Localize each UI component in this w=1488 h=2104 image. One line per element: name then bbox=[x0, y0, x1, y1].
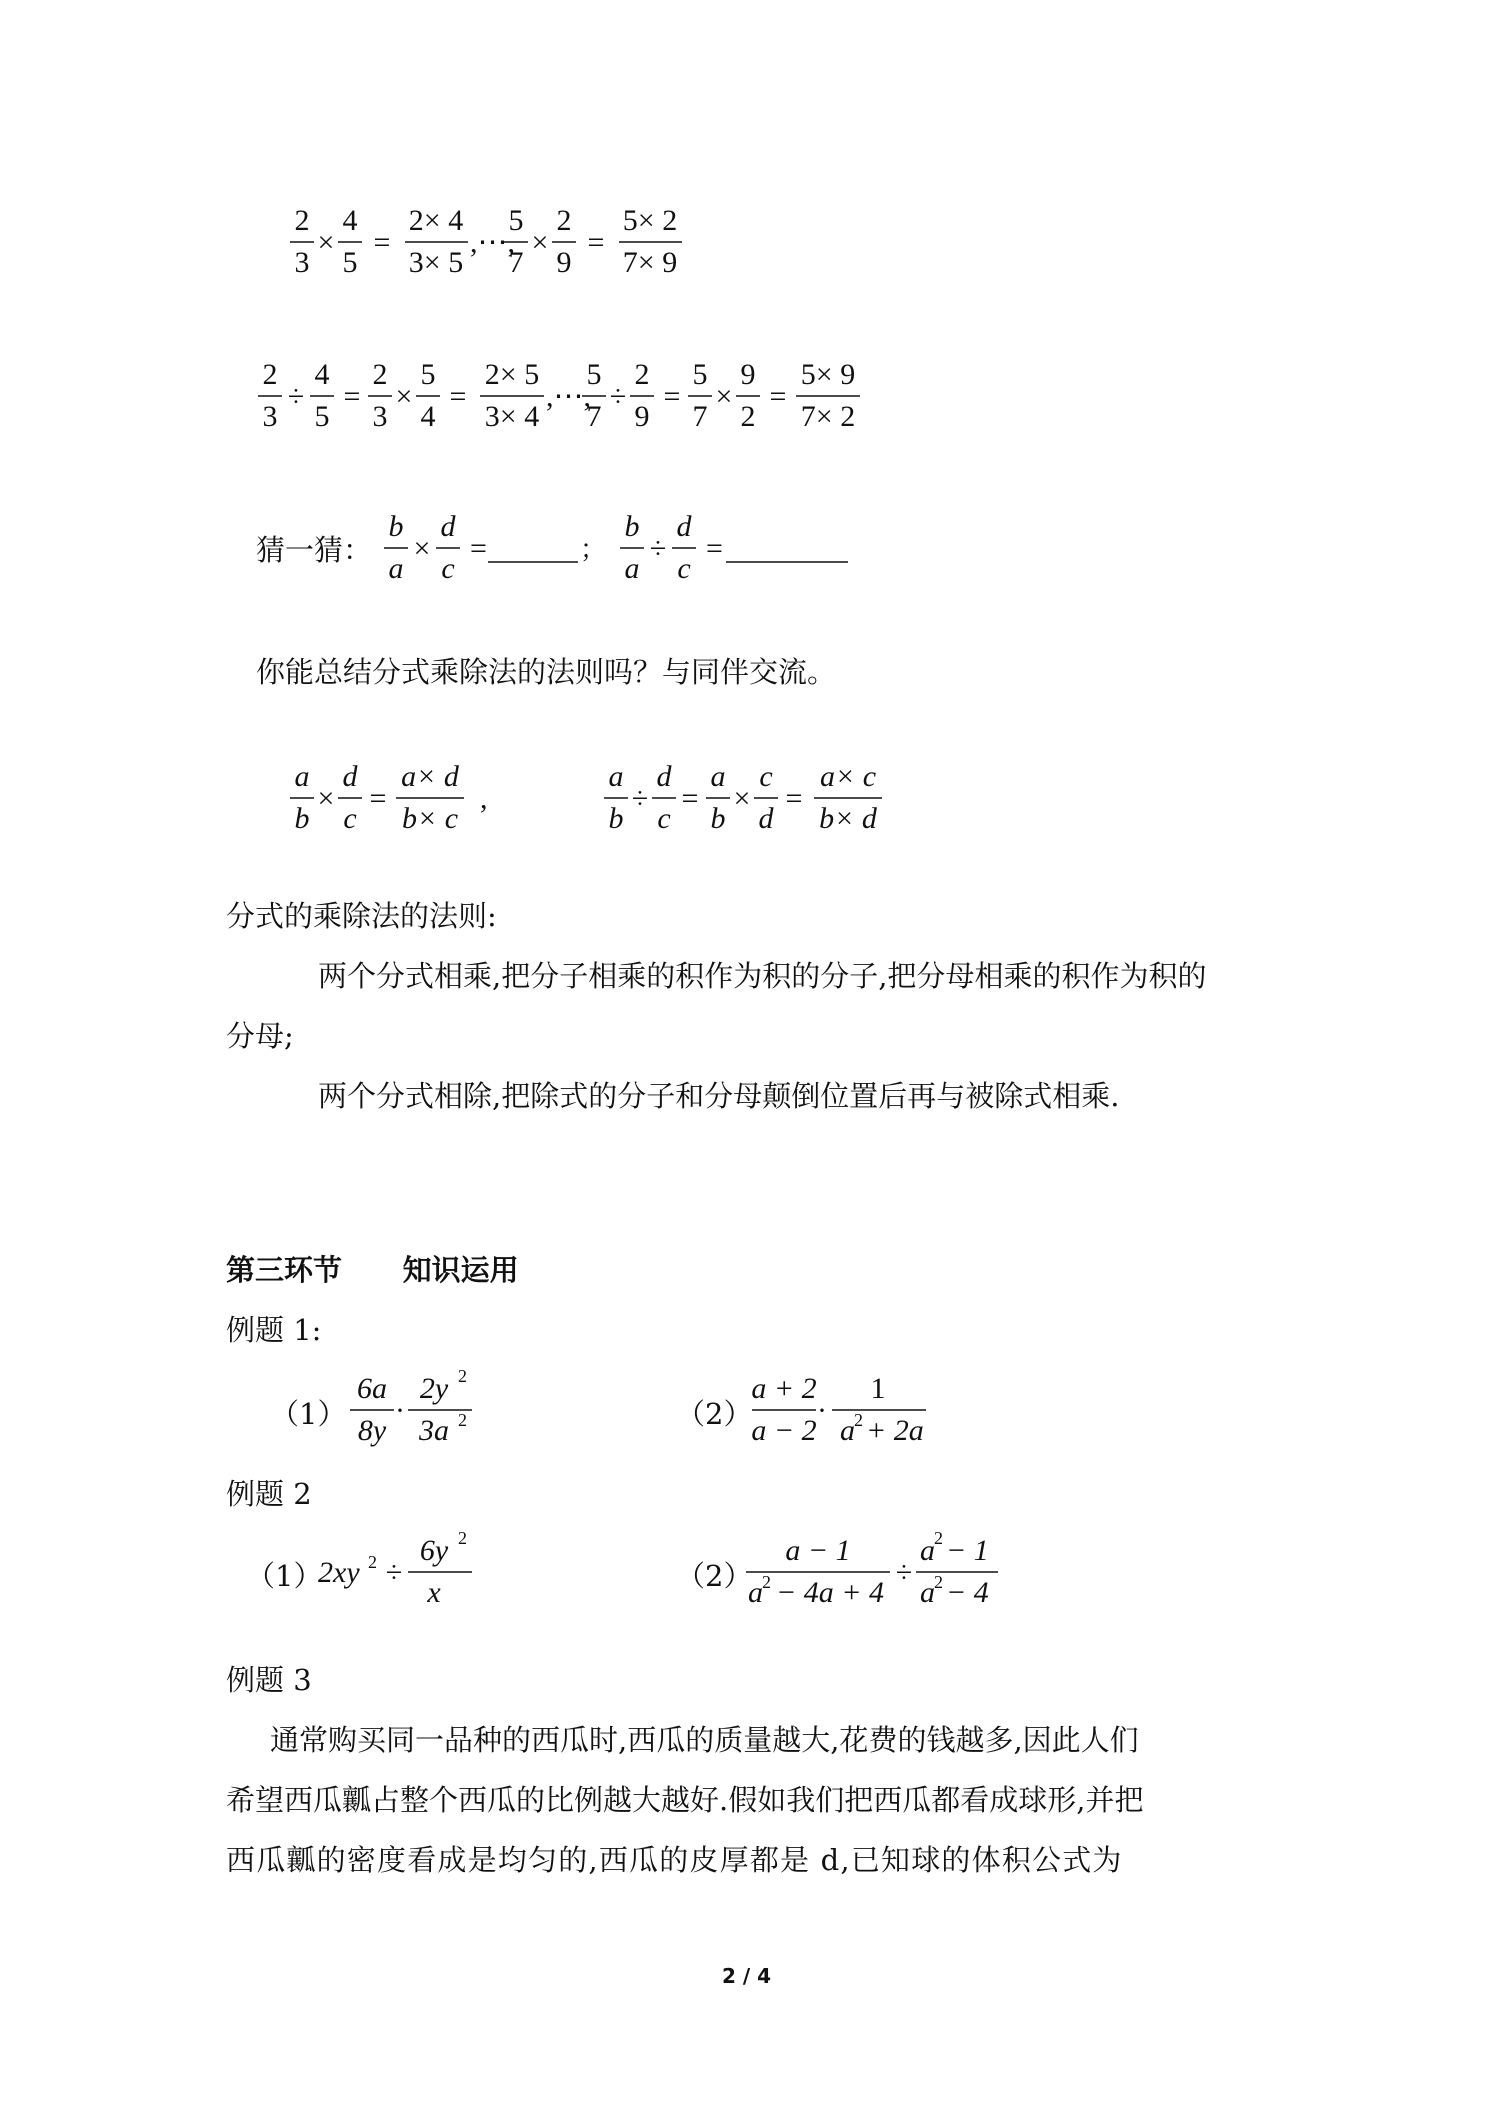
frac-den-base: a bbox=[840, 1414, 855, 1447]
frac-num: a bbox=[294, 760, 310, 793]
example-3-label: 例题 3 bbox=[226, 1663, 312, 1697]
example-2-1-label: （1） bbox=[246, 1559, 323, 1593]
operator: × bbox=[531, 226, 549, 259]
operator: ÷ bbox=[385, 1556, 403, 1589]
operator: = bbox=[769, 380, 787, 413]
operator: · bbox=[395, 1394, 405, 1427]
frac-num: a bbox=[608, 760, 624, 793]
term: 2xy bbox=[318, 1556, 360, 1589]
frac-den: 3× 4 bbox=[484, 400, 540, 433]
frac-num: 2× 5 bbox=[484, 358, 540, 391]
frac-den: 5 bbox=[314, 400, 330, 433]
frac-den: 7× 2 bbox=[800, 400, 856, 433]
frac-num: d bbox=[676, 510, 692, 543]
operator: ÷ bbox=[287, 380, 305, 413]
operator: = bbox=[449, 380, 467, 413]
rule-divide-formula bbox=[594, 752, 894, 842]
frac-den: 3 bbox=[262, 400, 278, 433]
frac-den: b bbox=[294, 802, 310, 835]
example-1-label: 例题 1: bbox=[226, 1313, 322, 1347]
frac-den: 3 bbox=[372, 400, 388, 433]
operator: × bbox=[395, 380, 413, 413]
frac-num: 2 bbox=[372, 358, 388, 391]
operator: = bbox=[663, 380, 681, 413]
frac-num: 2 bbox=[294, 204, 310, 237]
rule-multiply-line-1: 两个分式相乘,把分子相乘的积作为积的分子,把分母相乘的积作为积的 bbox=[318, 959, 1207, 993]
summary-question: 你能总结分式乘除法的法则吗？与同伴交流。 bbox=[256, 655, 837, 689]
frac-num: 5 bbox=[420, 358, 436, 391]
math-line-1 bbox=[270, 196, 690, 286]
rule-heading: 分式的乘除法的法则: bbox=[226, 899, 497, 933]
superscript: 2 bbox=[934, 1528, 943, 1548]
frac-den-rest: − 4a + 4 bbox=[776, 1576, 884, 1609]
operator: × bbox=[317, 782, 335, 815]
frac-den: b bbox=[608, 802, 624, 835]
frac-den: 7 bbox=[508, 246, 524, 279]
superscript: 2 bbox=[854, 1410, 863, 1430]
frac-den: d bbox=[758, 802, 774, 835]
frac-num: a + 2 bbox=[751, 1372, 817, 1405]
guess-expressions bbox=[370, 502, 860, 592]
frac-num: 1 bbox=[870, 1372, 886, 1405]
operator: = bbox=[681, 782, 699, 815]
frac-num: 5× 9 bbox=[800, 358, 856, 391]
frac-num: 2y bbox=[419, 1372, 449, 1405]
frac-num: b bbox=[624, 510, 640, 543]
frac-den: a bbox=[388, 552, 404, 585]
superscript: 2 bbox=[458, 1410, 467, 1430]
superscript: 2 bbox=[458, 1366, 467, 1386]
frac-num: 2× 4 bbox=[408, 204, 464, 237]
frac-num: 4 bbox=[342, 204, 358, 237]
frac-num: 4 bbox=[314, 358, 330, 391]
frac-num: 5 bbox=[586, 358, 602, 391]
frac-num: 5 bbox=[508, 204, 524, 237]
frac-den: 5 bbox=[342, 246, 358, 279]
operator: × bbox=[715, 380, 733, 413]
operator: = bbox=[785, 782, 803, 815]
operator: = bbox=[587, 226, 605, 259]
superscript: 2 bbox=[458, 1528, 467, 1548]
frac-den: 9 bbox=[634, 400, 650, 433]
frac-den: b× d bbox=[819, 802, 877, 835]
frac-den: 7 bbox=[586, 400, 602, 433]
frac-den-rest: + 2a bbox=[866, 1414, 924, 1447]
frac-den: a bbox=[624, 552, 640, 585]
frac-num: 2 bbox=[634, 358, 650, 391]
frac-num: b bbox=[388, 510, 404, 543]
frac-num: 9 bbox=[740, 358, 756, 391]
operator: = bbox=[373, 226, 391, 259]
frac-den: 9 bbox=[556, 246, 572, 279]
example-2-2-expression bbox=[736, 1526, 1006, 1616]
frac-num: 6y bbox=[419, 1534, 449, 1567]
rule-divide-line: 两个分式相除,把除式的分子和分母颠倒位置后再与被除式相乘. bbox=[318, 1079, 1120, 1113]
operator: ÷ bbox=[631, 782, 649, 815]
frac-den: 3a bbox=[419, 1414, 449, 1447]
rule-multiply-formula bbox=[280, 752, 510, 842]
separator: ,⋯, bbox=[470, 226, 515, 259]
frac-den: c bbox=[657, 802, 671, 835]
frac-den: x bbox=[427, 1576, 441, 1609]
operator: × bbox=[317, 226, 335, 259]
frac-num-rest: − 1 bbox=[946, 1534, 989, 1567]
frac-den: 7 bbox=[692, 400, 708, 433]
operator: ÷ bbox=[609, 380, 627, 413]
frac-num: d bbox=[440, 510, 456, 543]
example-1-1-label: （1） bbox=[270, 1397, 347, 1431]
operator: = bbox=[470, 532, 487, 565]
rule-multiply-line-2: 分母; bbox=[226, 1019, 294, 1053]
paragraph-line-3: 西瓜瓤的密度看成是均匀的,西瓜的皮厚都是 d,已知球的体积公式为 bbox=[226, 1843, 1123, 1877]
frac-den: 3 bbox=[294, 246, 310, 279]
separator: ,⋯, bbox=[546, 380, 591, 413]
operator: × bbox=[733, 782, 751, 815]
operator: · bbox=[817, 1394, 827, 1427]
operator: ÷ bbox=[649, 532, 667, 565]
paragraph-line-1: 通常购买同一品种的西瓜时,西瓜的质量越大,花费的钱越多,因此人们 bbox=[270, 1723, 1139, 1757]
frac-den: c bbox=[343, 802, 357, 835]
math-line-2 bbox=[244, 350, 864, 440]
operator: × bbox=[413, 532, 431, 565]
paragraph-line-2: 希望西瓜瓤占整个西瓜的比例越大越好.假如我们把西瓜都看成球形,并把 bbox=[226, 1783, 1144, 1817]
example-2-1-expression bbox=[316, 1526, 486, 1616]
frac-den: 2 bbox=[740, 400, 756, 433]
frac-den: a − 2 bbox=[751, 1414, 817, 1447]
frac-num: 5 bbox=[692, 358, 708, 391]
superscript: 2 bbox=[762, 1572, 771, 1592]
frac-den: 7× 9 bbox=[622, 246, 678, 279]
frac-den: 3× 5 bbox=[408, 246, 464, 279]
frac-num: a bbox=[710, 760, 726, 793]
frac-den-base: a bbox=[920, 1576, 935, 1609]
frac-num: a× d bbox=[401, 760, 459, 793]
frac-num-base: a bbox=[920, 1534, 935, 1567]
example-1-2-expression bbox=[744, 1364, 934, 1454]
frac-den: b× c bbox=[401, 802, 459, 835]
operator: = bbox=[706, 532, 723, 565]
frac-den-rest: − 4 bbox=[946, 1576, 989, 1609]
frac-den: 4 bbox=[420, 400, 436, 433]
example-2-2-label: （2） bbox=[676, 1559, 753, 1593]
separator: ； bbox=[580, 535, 607, 564]
guess-label: 猜一猜： bbox=[256, 533, 373, 567]
section-title: 第三环节 知识运用 bbox=[226, 1253, 519, 1287]
separator: , bbox=[480, 782, 488, 815]
frac-num: c bbox=[759, 760, 773, 793]
frac-num: a× c bbox=[819, 760, 877, 793]
example-2-label: 例题 2 bbox=[226, 1477, 312, 1511]
frac-den-base: a bbox=[748, 1576, 763, 1609]
frac-num: d bbox=[342, 760, 358, 793]
frac-num: d bbox=[656, 760, 672, 793]
superscript: 2 bbox=[368, 1552, 377, 1572]
frac-den: c bbox=[441, 552, 455, 585]
frac-den: c bbox=[677, 552, 691, 585]
operator: = bbox=[343, 380, 361, 413]
frac-den: 8y bbox=[357, 1414, 387, 1447]
frac-num: 2 bbox=[262, 358, 278, 391]
frac-num: 6a bbox=[357, 1372, 387, 1405]
superscript: 2 bbox=[934, 1572, 943, 1592]
frac-num: 5× 2 bbox=[622, 204, 678, 237]
page-number: 2 / 4 bbox=[722, 1964, 772, 1988]
operator: = bbox=[369, 782, 387, 815]
frac-num: a − 1 bbox=[785, 1534, 851, 1567]
frac-num: 2 bbox=[556, 204, 572, 237]
operator: ÷ bbox=[895, 1556, 913, 1589]
example-1-1-expression bbox=[340, 1364, 490, 1454]
frac-den: b bbox=[710, 802, 726, 835]
example-1-2-label: （2） bbox=[676, 1397, 753, 1431]
